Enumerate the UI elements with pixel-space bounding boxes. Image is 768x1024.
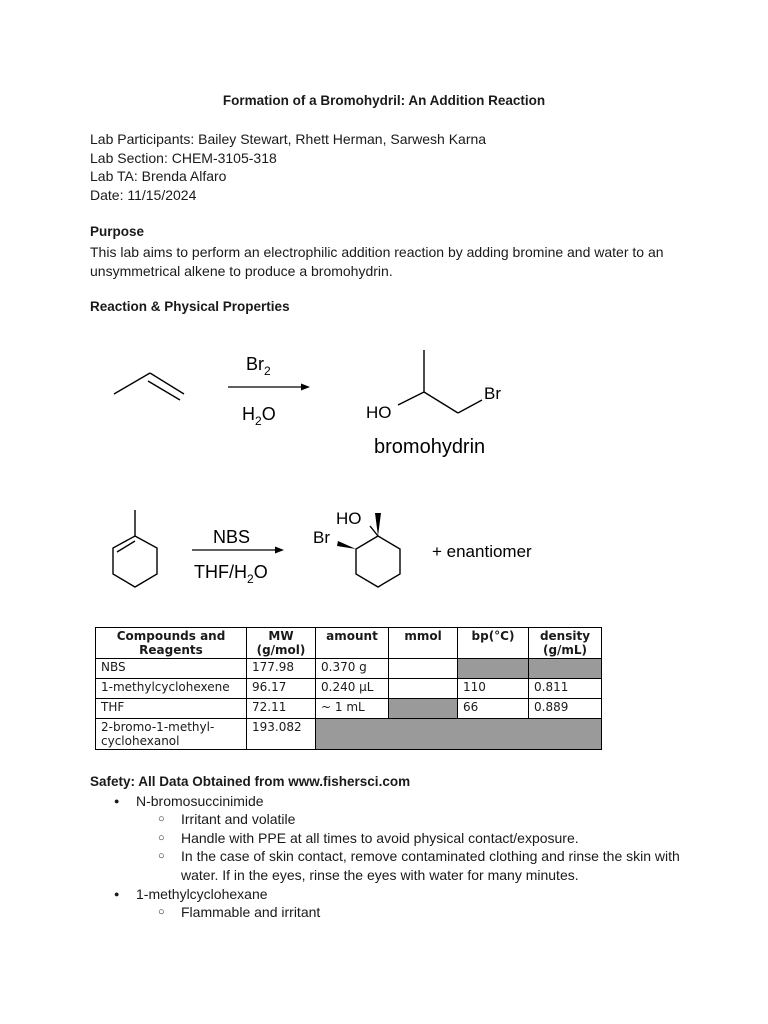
- list-item: ○ Handle with PPE at all times to avoid physical contact/exposure.: [90, 829, 681, 848]
- cell-density: 0.811: [529, 679, 602, 699]
- ho-label-2: HO: [336, 509, 362, 528]
- safety-list: [90, 792, 681, 922]
- cell-name: THF: [96, 699, 247, 719]
- header-amount: amount: [316, 628, 389, 659]
- table-header-row: [96, 628, 602, 659]
- cell-mmol: [389, 699, 458, 719]
- cell-shaded-span: [316, 719, 602, 750]
- header-compounds: Compounds and Reagents: [96, 628, 247, 659]
- lab-ta: Lab TA: Brenda Alfaro: [90, 168, 227, 185]
- bromohydrin-structure: [398, 350, 482, 413]
- reaction-arrow-2: [192, 547, 284, 554]
- reaction-scheme-1: [100, 335, 540, 470]
- lab-date: Date: 11/15/2024: [90, 186, 197, 203]
- list-item: ● 1-methylcyclohexane: [90, 885, 681, 904]
- safety-heading: Safety: All Data Obtained from www.fishersci.com: [90, 774, 411, 789]
- lab-participants: Lab Participants: Bailey Stewart, Rhett Herman, Sarwesh Karna: [90, 131, 487, 147]
- cell-mw: 96.17: [247, 679, 316, 699]
- reaction-arrow-1: [228, 384, 310, 391]
- cell-bp: 66: [458, 699, 529, 719]
- bromocyclohexanol-structure: [356, 536, 400, 587]
- br-label-2: Br: [313, 528, 330, 547]
- wedge-bond-br: [337, 541, 356, 549]
- header-mw: MW (g/mol): [247, 628, 316, 659]
- purpose-heading: Purpose: [90, 224, 145, 239]
- list-item: ○ Flammable and irritant: [90, 903, 681, 922]
- table-row: [96, 679, 602, 699]
- propene-structure: [114, 373, 184, 400]
- cell-mw: 193.082: [247, 719, 316, 750]
- reagent-thf-h2o: THF/$H_2O$: [194, 562, 268, 586]
- ho-label-1: HO: [366, 403, 392, 422]
- reaction-heading: Reaction & Physical Properties: [90, 299, 290, 314]
- product-name-bromohydrin: bromohydrin: [374, 436, 486, 458]
- cell-mw: 177.98: [247, 659, 316, 679]
- cell-mw: 72.11: [247, 699, 316, 719]
- cell-mmol: [389, 659, 458, 679]
- cell-bp: [458, 659, 529, 679]
- cell-density: 0.889: [529, 699, 602, 719]
- header-mmol: mmol: [389, 628, 458, 659]
- br-label-1: Br: [484, 384, 501, 403]
- list-item: ○ Irritant and volatile: [90, 810, 681, 829]
- table-row: [96, 719, 602, 750]
- cell-mmol: [389, 679, 458, 699]
- document-title: Formation of a Bromohydril: An Addition Reaction: [222, 93, 546, 108]
- header-density: density (g/mL): [529, 628, 602, 659]
- safety-section: [90, 773, 681, 922]
- lab-info-block: [90, 130, 486, 204]
- reagent-h2o: $H_2O$: [242, 404, 276, 428]
- cell-density: [529, 659, 602, 679]
- list-item: ○ In the case of skin contact, remove contaminated clothing and rinse the skin with water. If in the eyes, rinse the eyes with water for many minutes.: [90, 847, 681, 884]
- header-bp: bp(°C): [458, 628, 529, 659]
- purpose-text: This lab aims to perform an electrophilic addition reaction by adding bromine and water to an unsymmetrical alkene to produce a bromohydrin.: [90, 244, 664, 279]
- cell-amount: ~ 1 mL: [316, 699, 389, 719]
- cell-amount: 0.240 µL: [316, 679, 389, 699]
- ho-bond: [370, 526, 378, 536]
- cell-name: NBS: [96, 659, 247, 679]
- reagent-br2: $Br_2$: [246, 354, 271, 378]
- physical-properties-table: [95, 627, 602, 750]
- reagent-nbs: NBS: [213, 527, 251, 547]
- reaction-scheme-2: [100, 500, 560, 600]
- cell-amount: 0.370 g: [316, 659, 389, 679]
- table-row: [96, 659, 602, 679]
- list-item: ● N-bromosuccinimide: [90, 792, 681, 811]
- table-row: [96, 699, 602, 719]
- methylcyclohexene-structure: [113, 510, 157, 587]
- cell-bp: 110: [458, 679, 529, 699]
- enantiomer-label: + enantiomer: [432, 542, 532, 561]
- cell-name: 2-bromo-1-methyl-cyclohexanol: [96, 719, 247, 750]
- cell-name: 1-methylcyclohexene: [96, 679, 247, 699]
- lab-section: Lab Section: CHEM-3105-318: [90, 149, 277, 166]
